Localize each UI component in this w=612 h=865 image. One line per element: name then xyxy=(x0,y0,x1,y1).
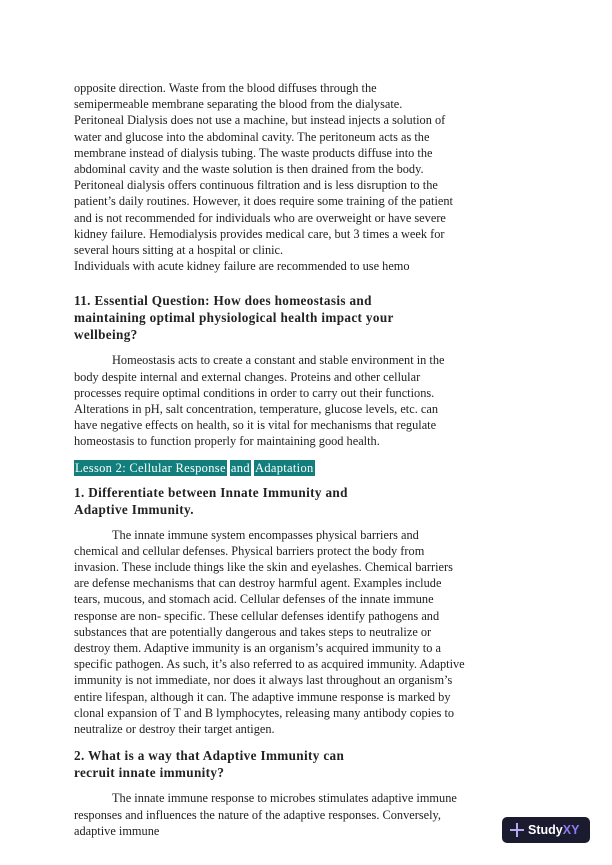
text-line: response are non- specific. These cellular defenses identify pathogens and xyxy=(74,608,440,623)
text-line: opposite direction. Waste from the blood diffuses through the xyxy=(74,81,377,95)
text-line: Peritoneal dialysis offers continuous filtration and is less disruption to the xyxy=(74,178,438,193)
text-line: Homeostasis acts to create a constant and stable environment in the xyxy=(112,353,445,368)
plus-icon xyxy=(510,823,524,837)
text-line: homeostasis to function properly for maintaining good health. xyxy=(74,434,380,449)
text-line: several hours sitting at a hospital or clinic. xyxy=(74,243,284,258)
heading-line: 11. Essential Question: How does homeostasis and xyxy=(74,293,372,309)
text-line: abdominal cavity and the waste solution is then drained from the body. xyxy=(74,162,424,177)
question-2-answer xyxy=(74,790,544,839)
text-line: immunity is not immediate, nor does it always last throughout an organism’s xyxy=(74,673,453,688)
lesson-title-highlight: and xyxy=(230,460,250,475)
text-line: responses and influences the nature of the adaptive responses. Conversely, xyxy=(74,807,441,822)
studyxy-badge[interactable] xyxy=(502,817,590,843)
text-line: invasion. These include things like the skin and eyelashes. Chemical barriers xyxy=(74,560,453,575)
text-line: and is not recommended for individuals who are overweight or have severe xyxy=(74,210,446,225)
text-line: destroy them. Adaptive immunity is an organism’s acquired immunity to a xyxy=(74,641,441,656)
text-line: Individuals with acute kidney failure are recommended to use hemo xyxy=(74,259,410,274)
text-line: kidney failure. Hemodialysis provides medical care, but 3 times a week for xyxy=(74,226,445,241)
text-line: entire lifespan, although it can. The adaptive immune response is marked by xyxy=(74,689,451,704)
text-line: chemical and cellular defenses. Physical barriers protect the body from xyxy=(74,543,425,558)
lesson-title-highlight: Adaptation xyxy=(255,460,314,475)
lesson-title-highlight: Lesson 2: Cellular Response xyxy=(75,460,226,475)
heading-line: Adaptive Immunity. xyxy=(74,501,194,517)
text-line: semipermeable membrane separating the blood from the dialysate. xyxy=(74,97,403,112)
text-line: membrane instead of dialysis tubing. The waste products diffuse into the xyxy=(74,145,433,160)
heading-line: 2. What is a way that Adaptive Immunity can xyxy=(74,748,345,764)
text-line: Peritoneal Dialysis does not use a machine, but instead injects a solution of xyxy=(74,113,446,128)
question-1-answer xyxy=(74,527,544,738)
question-11-answer xyxy=(74,352,544,449)
text-line: are defense mechanisms that can destroy harmful agent. Examples include xyxy=(74,576,442,591)
heading-line: maintaining optimal physiological health impact your xyxy=(74,310,394,326)
question-2-heading xyxy=(74,747,544,781)
heading-line: 1. Differentiate between Innate Immunity and xyxy=(74,484,348,500)
text-line: adaptive immune xyxy=(74,823,160,838)
text-line: The innate immune system encompasses physical barriers and xyxy=(112,527,419,542)
text-line: body despite internal and external changes. Proteins and other cellular xyxy=(74,369,421,384)
text-line: neutralize or destroy their target antigen. xyxy=(74,722,275,737)
question-1-heading xyxy=(74,484,544,518)
document-page xyxy=(74,80,544,839)
text-line: tears, mucous, and stomach acid. Cellular defenses of the innate immune xyxy=(74,592,434,607)
brand-name-part-2: XY xyxy=(562,823,580,837)
text-line: processes require optimal conditions in order to carry out their functions. xyxy=(74,385,435,400)
intro-paragraph xyxy=(74,80,544,274)
brand-name-part-1: Study xyxy=(528,823,563,837)
text-line: clonal expansion of T and B lymphocytes, releasing many antibody copies to xyxy=(74,705,455,720)
text-line: substances that are potentially dangerous and takes steps to neutralize or xyxy=(74,624,432,639)
text-line: water and glucose into the abdominal cavity. The peritoneum acts as the xyxy=(74,129,430,144)
lesson-banner xyxy=(74,460,544,477)
question-11-heading xyxy=(74,292,544,343)
text-line: specific pathogen. As such, it’s also referred to as acquired immunity. Adaptive xyxy=(74,657,465,672)
text-line: patient’s daily routines. However, it does require some training of the patient xyxy=(74,194,453,209)
text-line: Alterations in pH, salt concentration, temperature, glucose levels, etc. can xyxy=(74,402,439,417)
text-line: have negative effects on health, so it is vital for mechanisms that regulate xyxy=(74,418,437,433)
heading-line: wellbeing? xyxy=(74,327,138,343)
heading-line: recruit innate immunity? xyxy=(74,765,225,781)
text-line: The innate immune response to microbes stimulates adaptive immune xyxy=(112,791,457,806)
